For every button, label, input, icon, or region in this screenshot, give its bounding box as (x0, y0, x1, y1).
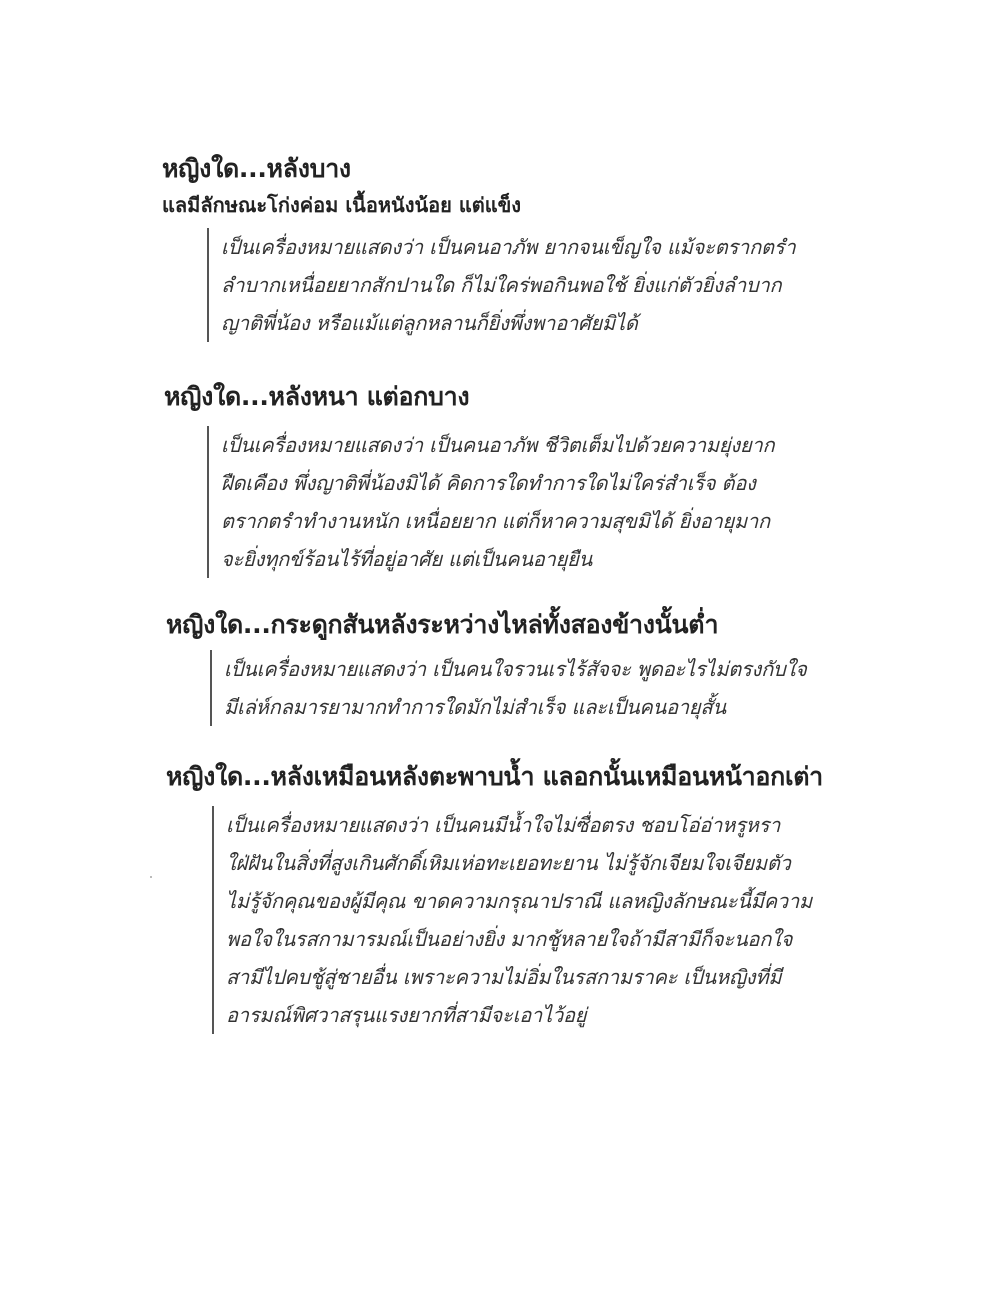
description-line: เป็นเครื่องหมายแสดงว่า เป็นคนมีน้ำใจไม่ซื่อตรง ชอบโอ่อ่าหรูหรา (226, 813, 781, 837)
description-line: พอใจในรสกามารมณ์เป็นอย่างยิ่ง มากชู้หลายใจถ้ามีสามีก็จะนอกใจ (226, 927, 793, 951)
section-heading: หญิงใด...กระดูกสันหลังระหว่างไหล่ทั้งสองข้างนั้นต่ำ (166, 610, 719, 639)
description-line: สามีไปคบชู้สู่ชายอื่น เพราะความไม่อิ่มในรสกามราคะ เป็นหญิงที่มี (226, 965, 782, 989)
section-description (207, 426, 821, 578)
section-heading: หญิงใด...หลังเหมือนหลังตะพาบน้ำ แลอกนั้นเหมือนหน้าอกเต่า (166, 762, 823, 791)
description-line: ญาติพี่น้อง หรือแม้แต่ลูกหลานก็ยิ่งพึ่งพาอาศัยมิได้ (221, 311, 638, 335)
description-line: มีเล่ห์กลมารยามากทำการใดมักไม่สำเร็จ และเป็นคนอายุสั้น (224, 695, 726, 719)
description-line: ฝืดเคือง พึ่งญาติพี่น้องมิได้ คิดการใดทำการใดไม่ใคร่สำเร็จ ต้อง (221, 471, 756, 495)
scan-speck (150, 876, 152, 878)
description-line: เป็นเครื่องหมายแสดงว่า เป็นคนใจรวนเรไร้สัจจะ พูดอะไรไม่ตรงกับใจ (224, 657, 807, 681)
section-subheading: แลมีลักษณะโก่งค่อม เนื้อหนังน้อย แต่แข็ง (162, 193, 522, 217)
section-description (207, 228, 821, 342)
section-thick-back-thin-chest (0, 380, 1000, 578)
description-line: ใฝ่ฝันในสิ่งที่สูงเกินศักดิ์เหิมเห่อทะเยอทะยาน ไม่รู้จักเจียมใจเจียมตัว (226, 851, 791, 875)
description-line: จะยิ่งทุกข์ร้อนไร้ที่อยู่อาศัย แต่เป็นคนอายุยืน (221, 547, 593, 571)
description-line: ลำบากเหนื่อยยากสักปานใด ก็ไม่ใคร่พอกินพอใช้ ยิ่งแก่ตัวยิ่งลำบาก (221, 273, 782, 297)
section-description (210, 650, 824, 726)
description-line: อารมณ์พิศวาสรุนแรงยากที่สามีจะเอาไว้อยู่ (226, 1003, 587, 1027)
section-heading: หญิงใด...หลังหนา แต่อกบาง (164, 382, 470, 411)
description-line: ไม่รู้จักคุณของผู้มีคุณ ขาดความกรุณาปราณี แลหญิงลักษณะนี้มีความ (226, 889, 812, 913)
section-heading: หญิงใด...หลังบาง (162, 154, 351, 183)
section-thin-back (0, 152, 1000, 342)
description-line: เป็นเครื่องหมายแสดงว่า เป็นคนอาภัพ ชีวิตเต็มไปด้วยความยุ่งยาก (221, 433, 775, 457)
description-line: ตรากตรำทำงานหนัก เหนื่อยยาก แต่ก็หาความสุขมิได้ ยิ่งอายุมาก (221, 509, 770, 533)
section-low-spine (0, 608, 1000, 726)
section-description (212, 806, 826, 1034)
section-turtle-back (0, 760, 1000, 1034)
description-line: เป็นเครื่องหมายแสดงว่า เป็นคนอาภัพ ยากจนเข็ญใจ แม้จะตรากตรำ (221, 235, 796, 259)
